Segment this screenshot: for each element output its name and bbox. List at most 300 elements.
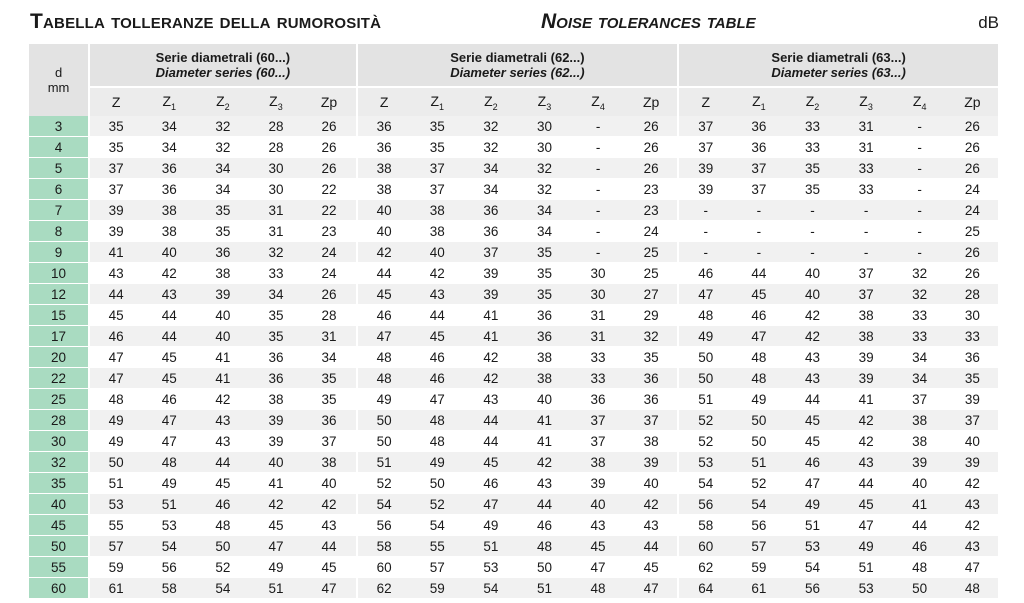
column-header (89, 87, 142, 116)
value-cell: 32 (518, 179, 571, 200)
value-cell: - (893, 158, 947, 179)
column-header-base: Z (162, 92, 172, 109)
value-cell: 35 (625, 347, 678, 368)
value-cell: 45 (785, 431, 839, 452)
group-header-english: Diameter series (60...) (155, 65, 291, 80)
value-cell: 32 (464, 116, 518, 137)
value-cell: 24 (625, 221, 678, 242)
value-cell: 38 (893, 431, 947, 452)
value-cell: 42 (518, 452, 571, 473)
value-cell: 34 (196, 179, 249, 200)
value-cell: 40 (571, 494, 625, 515)
value-cell: 36 (357, 116, 411, 137)
column-header-subscript: 1 (439, 101, 445, 112)
value-cell: 37 (625, 410, 678, 431)
value-cell: 43 (411, 284, 464, 305)
table-row (29, 431, 998, 452)
table-row (29, 305, 998, 326)
value-cell: 43 (947, 494, 998, 515)
value-cell: 32 (464, 137, 518, 158)
value-cell: 41 (196, 368, 249, 389)
value-cell: 38 (840, 326, 893, 347)
column-header-base: Z (430, 92, 440, 109)
value-cell: - (785, 200, 839, 221)
column-header (142, 87, 196, 116)
group-header-italian: Serie diametrali (63...) (771, 50, 906, 65)
column-header (518, 87, 571, 116)
value-cell: 42 (142, 263, 196, 284)
column-header-base: Z (701, 94, 711, 110)
value-cell: 38 (357, 179, 411, 200)
value-cell: 45 (732, 284, 785, 305)
value-cell: 49 (142, 473, 196, 494)
value-cell: 55 (89, 515, 142, 536)
value-cell: 33 (840, 158, 893, 179)
value-cell: 45 (196, 473, 249, 494)
value-cell: 42 (464, 347, 518, 368)
value-cell: 37 (732, 158, 785, 179)
value-cell: 53 (89, 494, 142, 515)
value-cell: 59 (89, 557, 142, 578)
column-header-base: Z (111, 94, 121, 110)
value-cell: 43 (89, 263, 142, 284)
value-cell: 38 (303, 452, 357, 473)
value-cell: 42 (785, 326, 839, 347)
value-cell: 41 (518, 431, 571, 452)
value-cell: 56 (785, 578, 839, 599)
diameter-cell: 22 (29, 368, 89, 389)
value-cell: 24 (947, 200, 998, 221)
value-cell: 39 (625, 452, 678, 473)
value-cell: 48 (411, 431, 464, 452)
group-header-62 (357, 44, 679, 87)
value-cell: 48 (678, 305, 732, 326)
value-cell: 59 (411, 578, 464, 599)
value-cell: 57 (89, 536, 142, 557)
value-cell: 32 (518, 158, 571, 179)
value-cell: 43 (785, 368, 839, 389)
value-cell: 47 (142, 410, 196, 431)
value-cell: 38 (518, 368, 571, 389)
column-header (571, 87, 625, 116)
value-cell: - (571, 116, 625, 137)
value-cell: 43 (196, 410, 249, 431)
column-header-base: Z (379, 94, 389, 110)
diameter-cell: 15 (29, 305, 89, 326)
column-header-base: Z (805, 92, 815, 109)
value-cell: 35 (785, 158, 839, 179)
value-cell: 43 (464, 389, 518, 410)
value-cell: 40 (196, 326, 249, 347)
value-cell: 48 (357, 368, 411, 389)
value-cell: 31 (249, 200, 302, 221)
value-cell: 28 (249, 137, 302, 158)
value-cell: 53 (142, 515, 196, 536)
value-cell: - (840, 221, 893, 242)
value-cell: - (893, 200, 947, 221)
diameter-cell: 4 (29, 137, 89, 158)
table-row (29, 116, 998, 137)
column-header-subscript: 1 (760, 101, 766, 112)
value-cell: 57 (411, 557, 464, 578)
value-cell: 31 (840, 137, 893, 158)
value-cell: 53 (840, 578, 893, 599)
value-cell: 47 (571, 557, 625, 578)
value-cell: 25 (625, 263, 678, 284)
value-cell: 35 (89, 116, 142, 137)
value-cell: 30 (518, 137, 571, 158)
value-cell: 26 (947, 263, 998, 284)
value-cell: 45 (571, 536, 625, 557)
value-cell: 35 (518, 242, 571, 263)
value-cell: 34 (142, 137, 196, 158)
value-cell: 57 (732, 536, 785, 557)
value-cell: 36 (249, 347, 302, 368)
value-cell: 45 (357, 284, 411, 305)
value-cell: 36 (249, 368, 302, 389)
diameter-cell: 55 (29, 557, 89, 578)
value-cell: 32 (196, 116, 249, 137)
value-cell: - (785, 242, 839, 263)
value-cell: 39 (947, 452, 998, 473)
value-cell: 48 (518, 536, 571, 557)
value-cell: - (840, 242, 893, 263)
value-cell: 37 (840, 284, 893, 305)
value-cell: 36 (732, 116, 785, 137)
value-cell: 33 (893, 305, 947, 326)
value-cell: 46 (142, 389, 196, 410)
value-cell: 40 (785, 263, 839, 284)
value-cell: 32 (625, 326, 678, 347)
value-cell: 43 (196, 431, 249, 452)
table-row (29, 263, 998, 284)
value-cell: 36 (142, 179, 196, 200)
table-row (29, 200, 998, 221)
value-cell: 46 (678, 263, 732, 284)
value-cell: 43 (947, 536, 998, 557)
value-cell: 49 (732, 389, 785, 410)
value-cell: 51 (840, 557, 893, 578)
value-cell: 41 (89, 242, 142, 263)
value-cell: 47 (625, 578, 678, 599)
value-cell: - (893, 221, 947, 242)
column-header-base: Z (216, 92, 225, 109)
value-cell: 44 (411, 305, 464, 326)
value-cell: 37 (303, 431, 357, 452)
column-header-base: Z (591, 92, 600, 109)
group-header-63 (678, 44, 998, 87)
table-row (29, 410, 998, 431)
value-cell: 47 (142, 431, 196, 452)
column-header (732, 87, 785, 116)
value-cell: 29 (625, 305, 678, 326)
value-cell: 53 (785, 536, 839, 557)
column-header-subscript: 3 (867, 101, 873, 112)
value-cell: 33 (947, 326, 998, 347)
value-cell: 43 (625, 515, 678, 536)
value-cell: 40 (518, 389, 571, 410)
value-cell: - (571, 242, 625, 263)
value-cell: 45 (625, 557, 678, 578)
value-cell: 34 (303, 347, 357, 368)
diameter-cell: 25 (29, 389, 89, 410)
value-cell: 48 (357, 347, 411, 368)
value-cell: 60 (678, 536, 732, 557)
value-cell: 52 (196, 557, 249, 578)
value-cell: 40 (411, 242, 464, 263)
value-cell: 37 (893, 389, 947, 410)
value-cell: 51 (732, 452, 785, 473)
value-cell: 34 (249, 284, 302, 305)
value-cell: 48 (732, 368, 785, 389)
value-cell: 23 (625, 179, 678, 200)
value-cell: 34 (893, 347, 947, 368)
value-cell: 37 (411, 179, 464, 200)
value-cell: 46 (732, 305, 785, 326)
value-cell: 61 (89, 578, 142, 599)
value-cell: 39 (464, 263, 518, 284)
unit-label: dB (978, 13, 999, 32)
value-cell: 39 (196, 284, 249, 305)
value-cell: 44 (196, 452, 249, 473)
value-cell: 49 (411, 452, 464, 473)
value-cell: - (571, 137, 625, 158)
value-cell: 35 (518, 263, 571, 284)
value-cell: 35 (947, 368, 998, 389)
column-header-row (29, 87, 998, 116)
value-cell: 31 (303, 326, 357, 347)
value-cell: 44 (464, 410, 518, 431)
value-cell: 41 (249, 473, 302, 494)
value-cell: 45 (464, 452, 518, 473)
table-row (29, 368, 998, 389)
value-cell: 40 (249, 452, 302, 473)
value-cell: 43 (518, 473, 571, 494)
column-header-base: Z (537, 92, 547, 109)
value-cell: 60 (357, 557, 411, 578)
value-cell: 32 (249, 242, 302, 263)
value-cell: 37 (89, 158, 142, 179)
value-cell: 37 (732, 179, 785, 200)
value-cell: 52 (357, 473, 411, 494)
value-cell: 36 (196, 242, 249, 263)
value-cell: 49 (464, 515, 518, 536)
value-cell: 47 (357, 326, 411, 347)
value-cell: 38 (142, 221, 196, 242)
value-cell: 46 (785, 452, 839, 473)
diameter-cell: 5 (29, 158, 89, 179)
value-cell: 34 (518, 221, 571, 242)
value-cell: 24 (947, 179, 998, 200)
table-row (29, 158, 998, 179)
value-cell: 26 (303, 284, 357, 305)
value-cell: 54 (411, 515, 464, 536)
value-cell: 23 (303, 221, 357, 242)
value-cell: 38 (196, 263, 249, 284)
value-cell: 39 (678, 158, 732, 179)
diameter-cell: 45 (29, 515, 89, 536)
column-header (625, 87, 678, 116)
value-cell: 49 (785, 494, 839, 515)
value-cell: 43 (142, 284, 196, 305)
value-cell: 49 (249, 557, 302, 578)
diameter-cell: 10 (29, 263, 89, 284)
value-cell: 45 (785, 410, 839, 431)
value-cell: 35 (411, 116, 464, 137)
value-cell: 53 (678, 452, 732, 473)
value-cell: 48 (571, 578, 625, 599)
value-cell: 34 (142, 116, 196, 137)
value-cell: 51 (249, 578, 302, 599)
value-cell: 30 (947, 305, 998, 326)
value-cell: 36 (625, 368, 678, 389)
value-cell: 36 (571, 389, 625, 410)
value-cell: 39 (947, 389, 998, 410)
value-cell: 36 (303, 410, 357, 431)
value-cell: 48 (411, 410, 464, 431)
value-cell: 35 (249, 326, 302, 347)
value-cell: 35 (196, 221, 249, 242)
table-row (29, 473, 998, 494)
value-cell: 46 (89, 326, 142, 347)
value-cell: - (732, 242, 785, 263)
value-cell: 50 (732, 431, 785, 452)
diameter-cell: 8 (29, 221, 89, 242)
column-header-subscript: 1 (171, 101, 177, 112)
value-cell: 47 (89, 368, 142, 389)
value-cell: 37 (571, 431, 625, 452)
diameter-cell: 6 (29, 179, 89, 200)
value-cell: 38 (518, 347, 571, 368)
value-cell: 49 (357, 389, 411, 410)
value-cell: 25 (947, 221, 998, 242)
value-cell: 31 (571, 326, 625, 347)
group-header-english: Diameter series (63...) (771, 65, 906, 80)
column-header (303, 87, 357, 116)
value-cell: 31 (249, 221, 302, 242)
value-cell: 26 (625, 116, 678, 137)
value-cell: 49 (840, 536, 893, 557)
value-cell: 39 (840, 347, 893, 368)
value-cell: 33 (785, 116, 839, 137)
diameter-cell: 50 (29, 536, 89, 557)
value-cell: 37 (840, 263, 893, 284)
table-row (29, 578, 998, 599)
value-cell: 46 (464, 473, 518, 494)
table-row (29, 515, 998, 536)
value-cell: 30 (249, 158, 302, 179)
value-cell: 33 (571, 368, 625, 389)
column-header-base: Z (484, 92, 493, 109)
value-cell: - (678, 200, 732, 221)
column-header-subscript: 3 (546, 101, 552, 112)
value-cell: - (571, 221, 625, 242)
value-cell: 38 (625, 431, 678, 452)
value-cell: 50 (518, 557, 571, 578)
value-cell: 50 (678, 368, 732, 389)
value-cell: 48 (732, 347, 785, 368)
value-cell: 28 (303, 305, 357, 326)
value-cell: 62 (678, 557, 732, 578)
value-cell: 40 (303, 473, 357, 494)
value-cell: 42 (464, 368, 518, 389)
value-cell: 38 (142, 200, 196, 221)
value-cell: - (893, 116, 947, 137)
value-cell: 38 (411, 221, 464, 242)
value-cell: 54 (196, 578, 249, 599)
diameter-cell: 17 (29, 326, 89, 347)
value-cell: 49 (678, 326, 732, 347)
value-cell: 47 (732, 326, 785, 347)
value-cell: 30 (518, 116, 571, 137)
column-header-subscript: 2 (224, 101, 230, 112)
column-header-subscript: 4 (921, 101, 927, 112)
diameter-cell: 40 (29, 494, 89, 515)
value-cell: 50 (893, 578, 947, 599)
value-cell: 45 (303, 557, 357, 578)
value-cell: 50 (357, 410, 411, 431)
value-cell: 39 (571, 473, 625, 494)
value-cell: 37 (571, 410, 625, 431)
value-cell: 26 (947, 158, 998, 179)
table-row (29, 137, 998, 158)
table-row (29, 284, 998, 305)
value-cell: 26 (303, 116, 357, 137)
value-cell: 44 (303, 536, 357, 557)
value-cell: 24 (303, 242, 357, 263)
value-cell: 56 (678, 494, 732, 515)
page-title-italian: Tabella tolleranze della rumorosità (30, 10, 382, 33)
value-cell: 55 (411, 536, 464, 557)
group-header-italian: Serie diametrali (62...) (450, 50, 585, 65)
table-row (29, 494, 998, 515)
value-cell: 42 (411, 263, 464, 284)
value-cell: - (571, 200, 625, 221)
value-cell: 46 (196, 494, 249, 515)
value-cell: - (732, 200, 785, 221)
value-cell: 50 (678, 347, 732, 368)
value-cell: 44 (732, 263, 785, 284)
value-cell: 40 (357, 200, 411, 221)
table-row (29, 242, 998, 263)
table-row (29, 536, 998, 557)
value-cell: 36 (464, 221, 518, 242)
column-header-subscript: 2 (814, 101, 820, 112)
value-cell: 46 (357, 305, 411, 326)
value-cell: 35 (249, 305, 302, 326)
value-cell: 44 (464, 431, 518, 452)
column-header-subscript: 3 (277, 101, 283, 112)
value-cell: 42 (840, 431, 893, 452)
value-cell: 38 (571, 452, 625, 473)
value-cell: 51 (678, 389, 732, 410)
value-cell: 41 (464, 305, 518, 326)
value-cell: 52 (732, 473, 785, 494)
value-cell: 40 (625, 473, 678, 494)
diameter-cell: 30 (29, 431, 89, 452)
value-cell: 37 (947, 410, 998, 431)
column-header (357, 87, 411, 116)
diameter-header (29, 44, 89, 116)
value-cell: 47 (840, 515, 893, 536)
value-cell: 34 (464, 179, 518, 200)
value-cell: 40 (785, 284, 839, 305)
value-cell: 35 (196, 200, 249, 221)
value-cell: 24 (303, 263, 357, 284)
value-cell: 58 (678, 515, 732, 536)
value-cell: 42 (303, 494, 357, 515)
table-row (29, 452, 998, 473)
